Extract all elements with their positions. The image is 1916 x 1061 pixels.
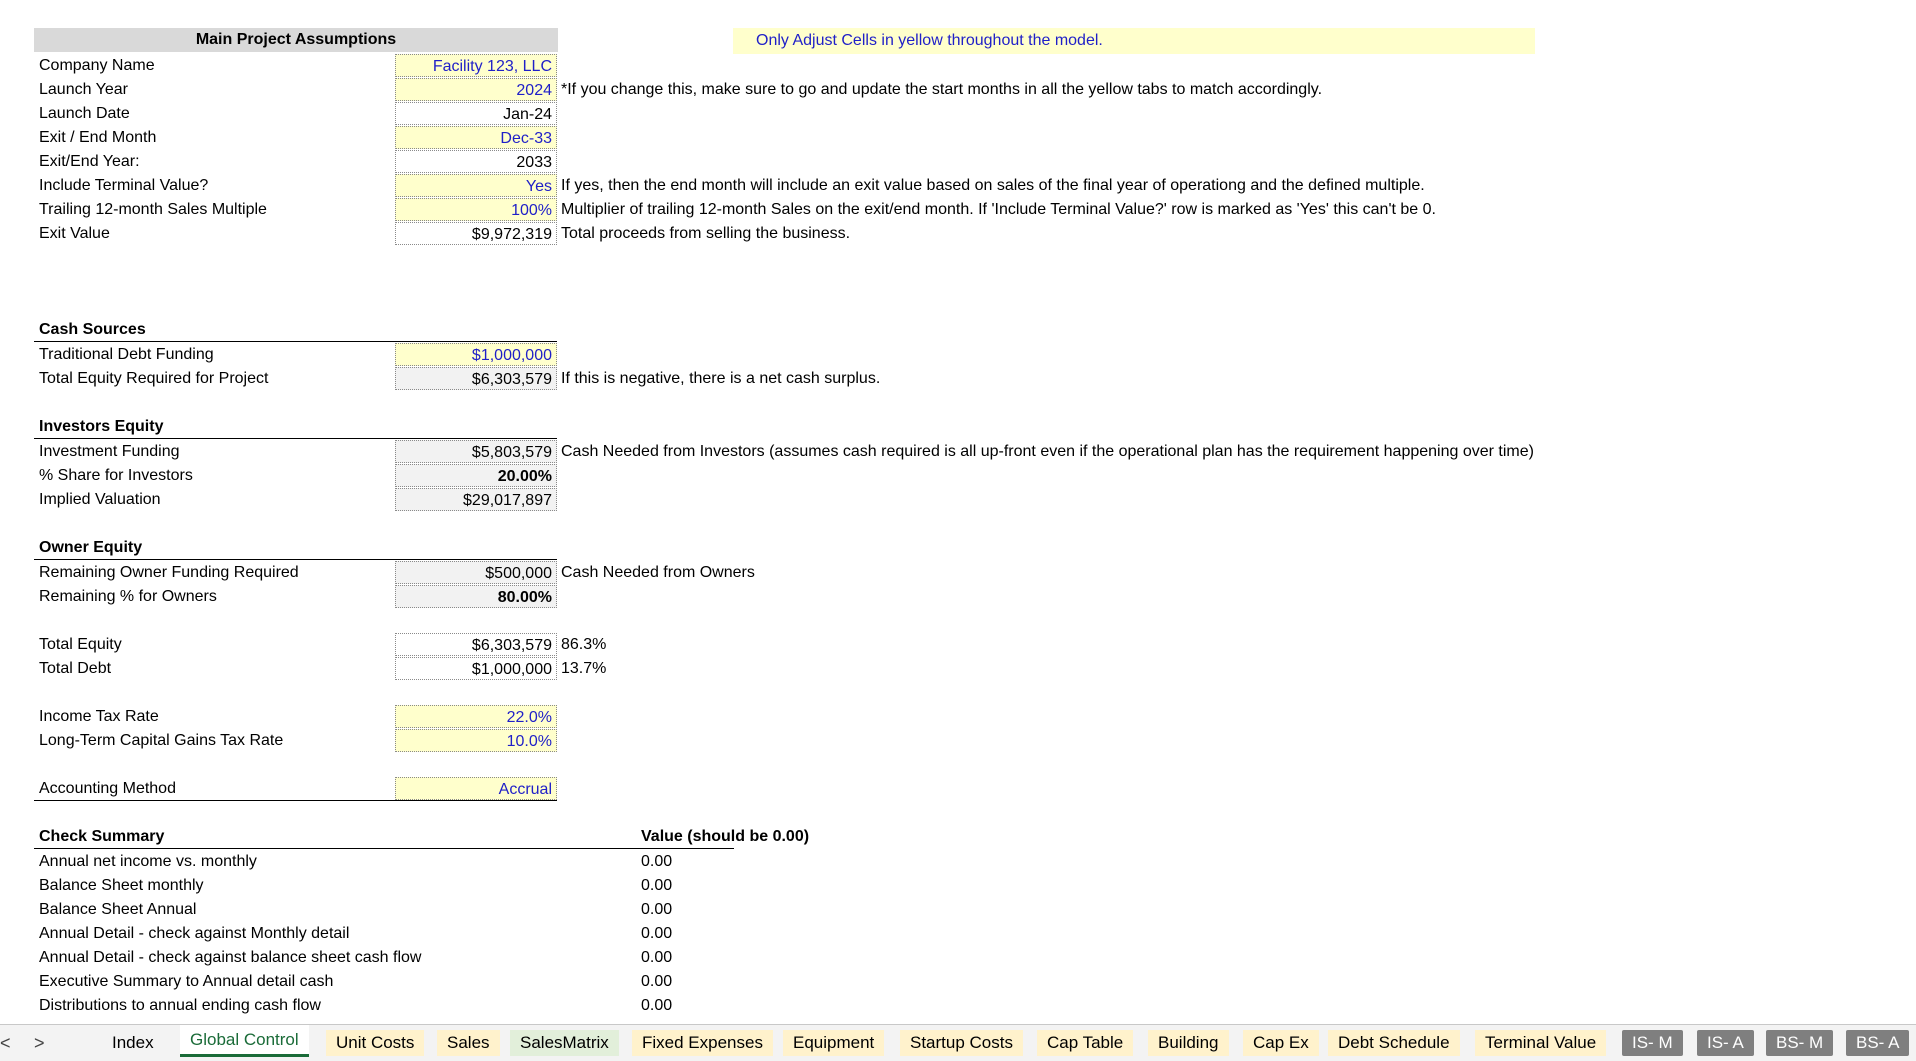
cash-sources-title: Cash Sources (39, 321, 146, 338)
investors-equity-title: Investors Equity (39, 418, 164, 435)
main-assumptions-title: Main Project Assumptions (195, 31, 397, 48)
investment-funding-note: Cash Needed from Investors (assumes cash required is all up-front even if the operational plan has the requirement happening over time) (561, 443, 1534, 460)
tab-building[interactable]: Building (1148, 1030, 1229, 1056)
total-debt-cell[interactable]: $1,000,000 (395, 657, 557, 680)
tab-equipment[interactable]: Equipment (783, 1030, 884, 1056)
accounting-method-cell[interactable]: Accrual (395, 777, 557, 800)
tab-cap-table[interactable]: Cap Table (1037, 1030, 1133, 1056)
total-debt-pct: 13.7% (561, 660, 607, 677)
tab-is-a[interactable]: IS- A (1697, 1030, 1754, 1056)
tab-scroll-left-icon[interactable]: < (0, 1033, 11, 1053)
tab-is-m[interactable]: IS- M (1622, 1030, 1683, 1056)
exit-end-year-label: Exit/End Year: (39, 153, 140, 170)
check-row-value[interactable]: 0.00 (641, 973, 673, 990)
income-tax-label: Income Tax Rate (39, 708, 159, 725)
launch-date-cell[interactable]: Jan-24 (395, 102, 557, 125)
check-row-label: Executive Summary to Annual detail cash (39, 973, 334, 990)
investment-funding-label: Investment Funding (39, 443, 180, 460)
check-row-label: Balance Sheet Annual (39, 901, 197, 918)
owner-equity-rule (34, 559, 557, 560)
total-equity-pct: 86.3% (561, 636, 607, 653)
include-terminal-value-note: If yes, then the end month will include an exit value based on sales of the final year of operationg and the defined multiple. (561, 177, 1425, 194)
check-row-value[interactable]: 0.00 (641, 997, 673, 1014)
check-summary-value-header: Value (should be 0.00) (641, 828, 810, 845)
check-row-label: Balance Sheet monthly (39, 877, 204, 894)
exit-value-note: Total proceeds from selling the business. (561, 225, 851, 242)
include-terminal-value-cell[interactable]: Yes (395, 174, 557, 197)
total-equity-required-note: If this is negative, there is a net cash surplus. (561, 370, 881, 387)
instruction-banner: Only Adjust Cells in yellow throughout the model. (733, 28, 1535, 54)
exit-value-label: Exit Value (39, 225, 110, 242)
company-name-cell[interactable]: Facility 123, LLC (395, 54, 557, 77)
tab-startup-costs[interactable]: Startup Costs (900, 1030, 1023, 1056)
traditional-debt-cell[interactable]: $1,000,000 (395, 343, 557, 366)
check-summary-title: Check Summary (39, 828, 165, 845)
investor-share-cell[interactable]: 20.00% (395, 464, 557, 487)
check-row-label: Annual Detail - check against balance sheet cash flow (39, 949, 422, 966)
tab-debt-schedule[interactable]: Debt Schedule (1328, 1030, 1460, 1056)
sales-multiple-cell[interactable]: 100% (395, 198, 557, 221)
owner-equity-title: Owner Equity (39, 539, 143, 556)
total-equity-required-label: Total Equity Required for Project (39, 370, 269, 387)
exit-end-year-cell[interactable]: 2033 (395, 150, 557, 173)
total-equity-cell[interactable]: $6,303,579 (395, 633, 557, 656)
tab-unit-costs[interactable]: Unit Costs (326, 1030, 424, 1056)
tab-sales[interactable]: Sales (437, 1030, 500, 1056)
accounting-method-label: Accounting Method (39, 780, 176, 797)
implied-valuation-cell[interactable]: $29,017,897 (395, 488, 557, 511)
check-row-value[interactable]: 0.00 (641, 901, 673, 918)
tab-index[interactable]: Index (112, 1033, 154, 1052)
exit-value-cell[interactable]: $9,972,319 (395, 222, 557, 245)
tab-bs-m[interactable]: BS- M (1766, 1030, 1833, 1056)
sales-multiple-label: Trailing 12-month Sales Multiple (39, 201, 267, 218)
tab-cap-ex[interactable]: Cap Ex (1243, 1030, 1319, 1056)
traditional-debt-label: Traditional Debt Funding (39, 346, 214, 363)
accounting-rule (34, 800, 557, 801)
investors-equity-rule (34, 438, 557, 439)
investment-funding-cell[interactable]: $5,803,579 (395, 440, 557, 463)
launch-year-note: *If you change this, make sure to go and update the start months in all the yellow tabs to match accordingly. (561, 81, 1323, 98)
investor-share-label: % Share for Investors (39, 467, 193, 484)
total-equity-label: Total Equity (39, 636, 122, 653)
implied-valuation-label: Implied Valuation (39, 491, 161, 508)
owner-funding-cell[interactable]: $500,000 (395, 561, 557, 584)
owner-funding-note: Cash Needed from Owners (561, 564, 755, 581)
check-row-value[interactable]: 0.00 (641, 949, 673, 966)
exit-end-month-label: Exit / End Month (39, 129, 157, 146)
sheet-tab-bar (0, 1024, 1916, 1061)
tab-salesmatrix[interactable]: SalesMatrix (510, 1030, 619, 1056)
cap-gains-tax-label: Long-Term Capital Gains Tax Rate (39, 732, 284, 749)
owner-share-cell[interactable]: 80.00% (395, 585, 557, 608)
launch-year-label: Launch Year (39, 81, 128, 98)
owner-funding-label: Remaining Owner Funding Required (39, 564, 299, 581)
owner-share-label: Remaining % for Owners (39, 588, 217, 605)
company-name-label: Company Name (39, 57, 155, 74)
tab-bs-a[interactable]: BS- A (1846, 1030, 1909, 1056)
cash-sources-rule (34, 341, 557, 342)
cap-gains-tax-cell[interactable]: 10.0% (395, 729, 557, 752)
launch-year-cell[interactable]: 2024 (395, 78, 557, 101)
check-row-value[interactable]: 0.00 (641, 925, 673, 942)
total-equity-required-cell[interactable]: $6,303,579 (395, 367, 557, 390)
total-debt-label: Total Debt (39, 660, 112, 677)
include-terminal-value-label: Include Terminal Value? (39, 177, 209, 194)
launch-date-label: Launch Date (39, 105, 130, 122)
tab-fixed-expenses[interactable]: Fixed Expenses (632, 1030, 773, 1056)
check-row-label: Distributions to annual ending cash flow (39, 997, 321, 1014)
exit-end-month-cell[interactable]: Dec-33 (395, 126, 557, 149)
income-tax-cell[interactable]: 22.0% (395, 705, 557, 728)
tab-scroll-right-icon[interactable]: > (34, 1033, 45, 1053)
tab-terminal-value[interactable]: Terminal Value (1475, 1030, 1606, 1056)
check-summary-rule (34, 848, 734, 849)
tab-global-control[interactable]: Global Control (180, 1025, 309, 1057)
check-row-label: Annual Detail - check against Monthly detail (39, 925, 350, 942)
check-row-value[interactable]: 0.00 (641, 853, 673, 870)
check-row-label: Annual net income vs. monthly (39, 853, 257, 870)
sales-multiple-note: Multiplier of trailing 12-month Sales on the exit/end month. If 'Include Terminal Value?' row is marked as 'Yes' this can't be 0. (561, 201, 1436, 218)
check-row-value[interactable]: 0.00 (641, 877, 673, 894)
